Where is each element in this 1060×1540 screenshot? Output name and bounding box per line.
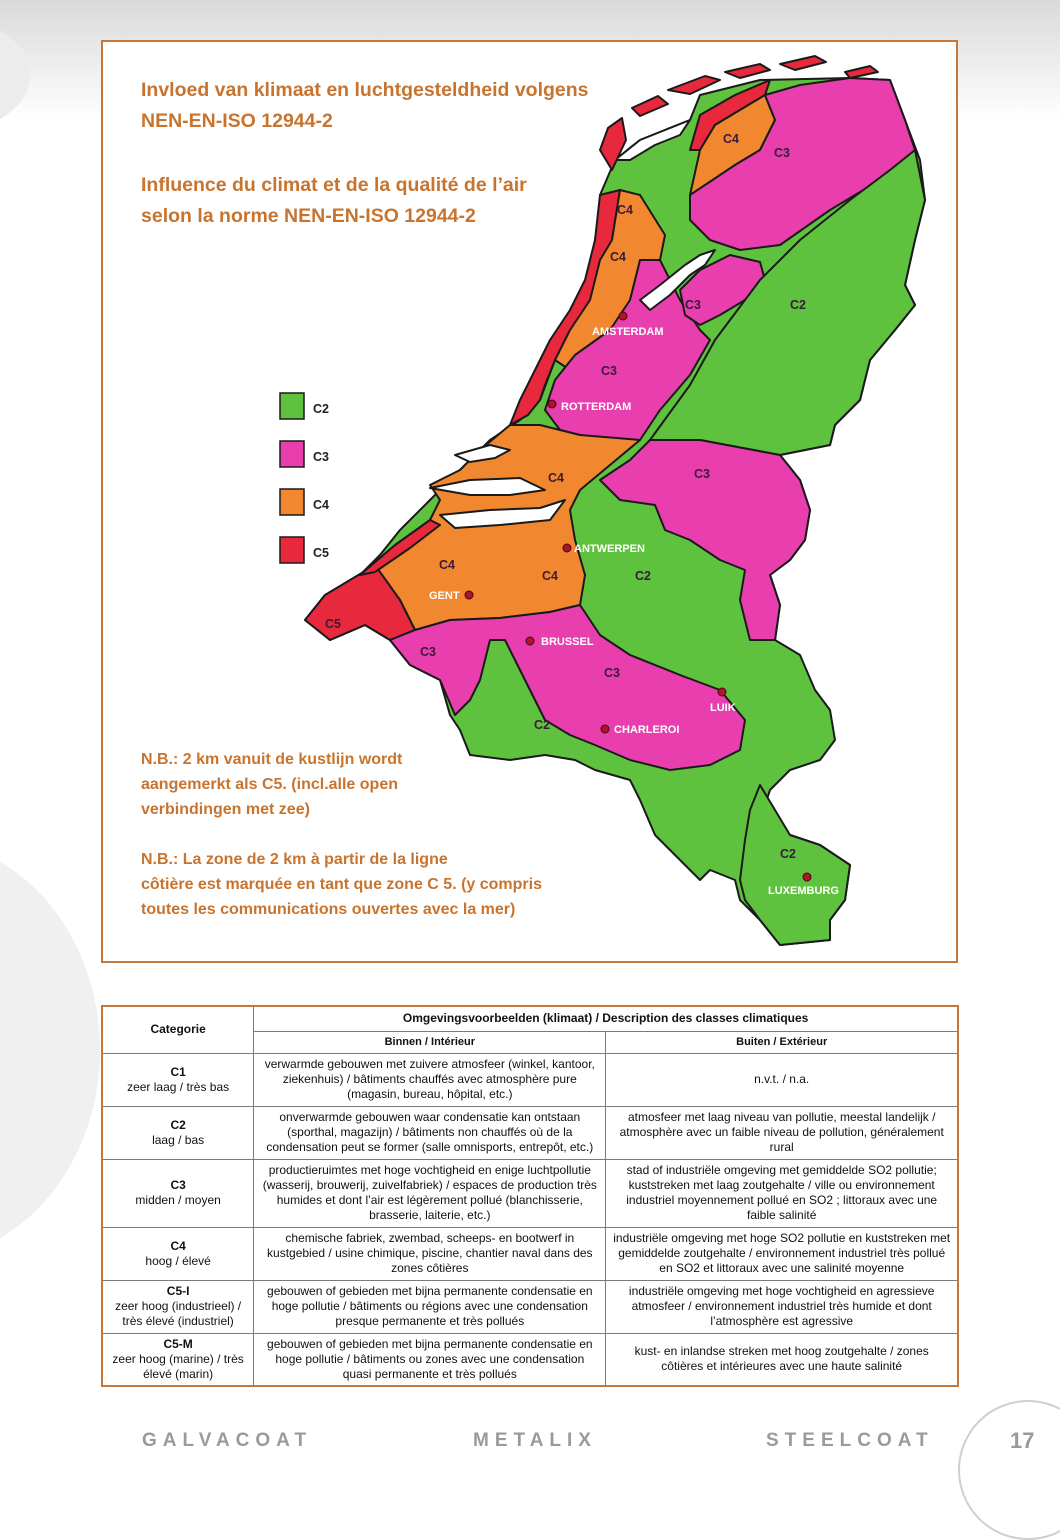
- zone-label: C4: [723, 132, 739, 146]
- note-fr: [141, 847, 542, 922]
- inside-cell: gebouwen of gebieden met bijna permanente condensatie en hoge pollutie / bâtiments ou zones avec une condensation quasi permanente et très pollués: [254, 1333, 606, 1386]
- header-outside: Buiten / Extérieur: [606, 1031, 958, 1053]
- footer-brand-steelcoat: STEELCOAT: [766, 1430, 934, 1451]
- zone-c2-lux: [740, 785, 850, 945]
- zone-label: C3: [420, 645, 436, 659]
- city-dot-amsterdam: [619, 312, 627, 320]
- zone-label: C3: [694, 467, 710, 481]
- category-cell: [102, 1333, 254, 1386]
- zone-label: C4: [439, 558, 455, 572]
- legend-swatch-c4: [280, 489, 304, 515]
- island-rott: [845, 66, 878, 78]
- legend-label-c2: C2: [313, 402, 329, 416]
- table-row: [102, 1106, 958, 1159]
- city-dot-rotterdam: [548, 400, 556, 408]
- note-fr-line: toutes les communications ouvertes avec la mer): [141, 901, 516, 918]
- city-label-brussel: BRUSSEL: [541, 636, 594, 648]
- outside-cell: industriële omgeving met hoge vochtigheid en agressieve atmosfeer / environnement industriel très humide et dont l’atmosphère est agressive: [606, 1280, 958, 1333]
- zone-label: C3: [774, 146, 790, 160]
- zone-label: C2: [534, 718, 550, 732]
- category-name: midden / moyen: [135, 1193, 221, 1207]
- city-dot-luxemburg: [803, 873, 811, 881]
- map-title-nl-line: Invloed van klimaat en luchtgesteldheid volgens: [141, 79, 589, 101]
- zone-label: C3: [604, 666, 620, 680]
- map-title-nl-line: NEN-EN-ISO 12944-2: [141, 110, 333, 132]
- legend-label-c5: C5: [313, 546, 329, 560]
- island-vlieland: [632, 96, 668, 116]
- island-schier: [780, 56, 826, 70]
- inside-cell: onverwarmde gebouwen waar condensatie kan ontstaan (sporthal, magazijn) / bâtiments non chauffés où de la condensation peut se former (salle omnisports, entrepôt, etc.): [254, 1106, 606, 1159]
- category-code: C3: [170, 1178, 186, 1192]
- zone-label: C4: [542, 569, 558, 583]
- header-main: Omgevingsvoorbeelden (klimaat) / Description des classes climatiques: [254, 1006, 958, 1031]
- note-nl-line: N.B.: 2 km vanuit de kustlijn wordt: [141, 751, 403, 768]
- note-fr-line: N.B.: La zone de 2 km à partir de la ligne: [141, 851, 448, 868]
- legend-swatch-c3: [280, 441, 304, 467]
- city-label-charleroi: CHARLEROI: [614, 724, 680, 736]
- table-row: [102, 1159, 958, 1227]
- category-name: zeer hoog (marine) / très élevé (marin): [112, 1351, 244, 1381]
- category-code: C5-M: [163, 1336, 193, 1351]
- city-dot-antwerpen: [563, 544, 571, 552]
- table-row: [102, 1053, 958, 1106]
- city-dot-charleroi: [601, 725, 609, 733]
- page-number-circle: [958, 1400, 1060, 1540]
- legend-label-c3: C3: [313, 450, 329, 464]
- category-name: hoog / élevé: [145, 1253, 211, 1268]
- inside-cell: verwarmde gebouwen met zuivere atmosfeer (winkel, kantoor, ziekenhuis) / bâtiments chauffés avec atmosphère pure (magasin, bureau, hôpital, etc.): [254, 1053, 606, 1106]
- city-dot-brussel: [526, 637, 534, 645]
- category-cell: [102, 1053, 254, 1106]
- category-code: C4: [170, 1238, 186, 1253]
- legend-swatch-c5: [280, 537, 304, 563]
- zone-label: C3: [601, 364, 617, 378]
- zone-label: C2: [780, 847, 796, 861]
- outside-cell: industriële omgeving met hoge SO2 pollutie en kuststreken met gemiddelde zoutgehalte / environnement industriel très pollué en SO2 et littoraux avec une salinité moyenne: [606, 1227, 958, 1280]
- header-category: Categorie: [102, 1006, 254, 1053]
- city-label-rotterdam: ROTTERDAM: [561, 401, 632, 413]
- table-row: [102, 1333, 958, 1386]
- table-row: [102, 1227, 958, 1280]
- outside-cell: n.v.t. / n.a.: [606, 1053, 958, 1106]
- zone-label: C4: [548, 471, 564, 485]
- zone-label: C2: [790, 298, 806, 312]
- island-ameland: [725, 64, 770, 78]
- note-nl: [141, 747, 402, 822]
- note-nl-line: verbindingen met zee): [141, 801, 310, 818]
- zone-label: C2: [635, 569, 651, 583]
- climate-classes-table: [101, 1005, 959, 1387]
- city-label-antwerpen: ANTWERPEN: [574, 543, 645, 555]
- zone-label: C4: [610, 250, 626, 264]
- zone-label: C3: [685, 298, 701, 312]
- outside-cell: atmosfeer met laag niveau van pollutie, meestal landelijk / atmosphère avec un faible niveau de pollution, généralement rural: [606, 1106, 958, 1159]
- city-label-gent: GENT: [429, 590, 460, 602]
- note-nl-line: aangemerkt als C5. (incl.alle open: [141, 776, 398, 793]
- city-label-amsterdam: AMSTERDAM: [592, 326, 664, 338]
- city-label-luxemburg: LUXEMBURG: [768, 885, 839, 897]
- header-inside: Binnen / Intérieur: [254, 1031, 606, 1053]
- city-dot-luik: [718, 688, 726, 696]
- map-title-fr-line: Influence du climat et de la qualité de l’air: [141, 174, 527, 196]
- category-name: zeer laag / très bas: [127, 1079, 230, 1094]
- map-title-fr-line: selon la norme NEN-EN-ISO 12944-2: [141, 205, 476, 227]
- inside-cell: productieruimtes met hoge vochtigheid en enige luchtpollutie (wasserij, brouwerij, zuivelfabriek) / espaces de production très humides et dont l’air est légèrement pollué (blanchisserie, brasserie, laiterie, etc.): [254, 1159, 606, 1227]
- footer-brand-metalix: METALIX: [473, 1430, 597, 1451]
- zone-label: C5: [325, 617, 341, 631]
- category-code: C2: [170, 1117, 186, 1132]
- note-fr-line: côtière est marquée en tant que zone C 5. (y compris: [141, 876, 542, 893]
- city-dot-gent: [465, 591, 473, 599]
- city-label-luik: LUIK: [710, 702, 736, 714]
- zone-label: C4: [617, 203, 633, 217]
- footer-brand-galvacoat: GALVACOAT: [142, 1430, 313, 1451]
- category-name: zeer hoog (industrieel) / très élevé (industriel): [115, 1299, 242, 1328]
- category-code: C5-I: [166, 1284, 190, 1298]
- page-number: 17: [1010, 1428, 1035, 1453]
- legend-swatch-c2: [280, 393, 304, 419]
- inside-cell: gebouwen of gebieden met bijna permanente condensatie en hoge pollutie / bâtiments ou régions avec une condensation presque permanente et très pollués: [254, 1280, 606, 1333]
- category-code: C1: [170, 1064, 186, 1079]
- outside-cell: stad of industriële omgeving met gemiddelde SO2 pollutie; kuststreken met laag zoutgehalte / ville ou environnement industriel moyennement pollué en SO2 ; littoraux avec une faible salinité: [606, 1159, 958, 1227]
- outside-cell: kust- en inlandse streken met hoog zoutgehalte / zones côtières et intérieures avec une haute salinité: [606, 1333, 958, 1386]
- category-cell: [102, 1227, 254, 1280]
- inside-cell: chemische fabriek, zwembad, scheeps- en bootwerf in kustgebied / usine chimique, piscine, chantier naval dans des zones côtières: [254, 1227, 606, 1280]
- category-cell: [102, 1280, 254, 1333]
- legend-label-c4: C4: [313, 498, 329, 512]
- table-row: [102, 1280, 958, 1333]
- category-cell: [102, 1159, 254, 1227]
- category-name: laag / bas: [152, 1132, 205, 1147]
- category-cell: [102, 1106, 254, 1159]
- legend: [280, 393, 329, 563]
